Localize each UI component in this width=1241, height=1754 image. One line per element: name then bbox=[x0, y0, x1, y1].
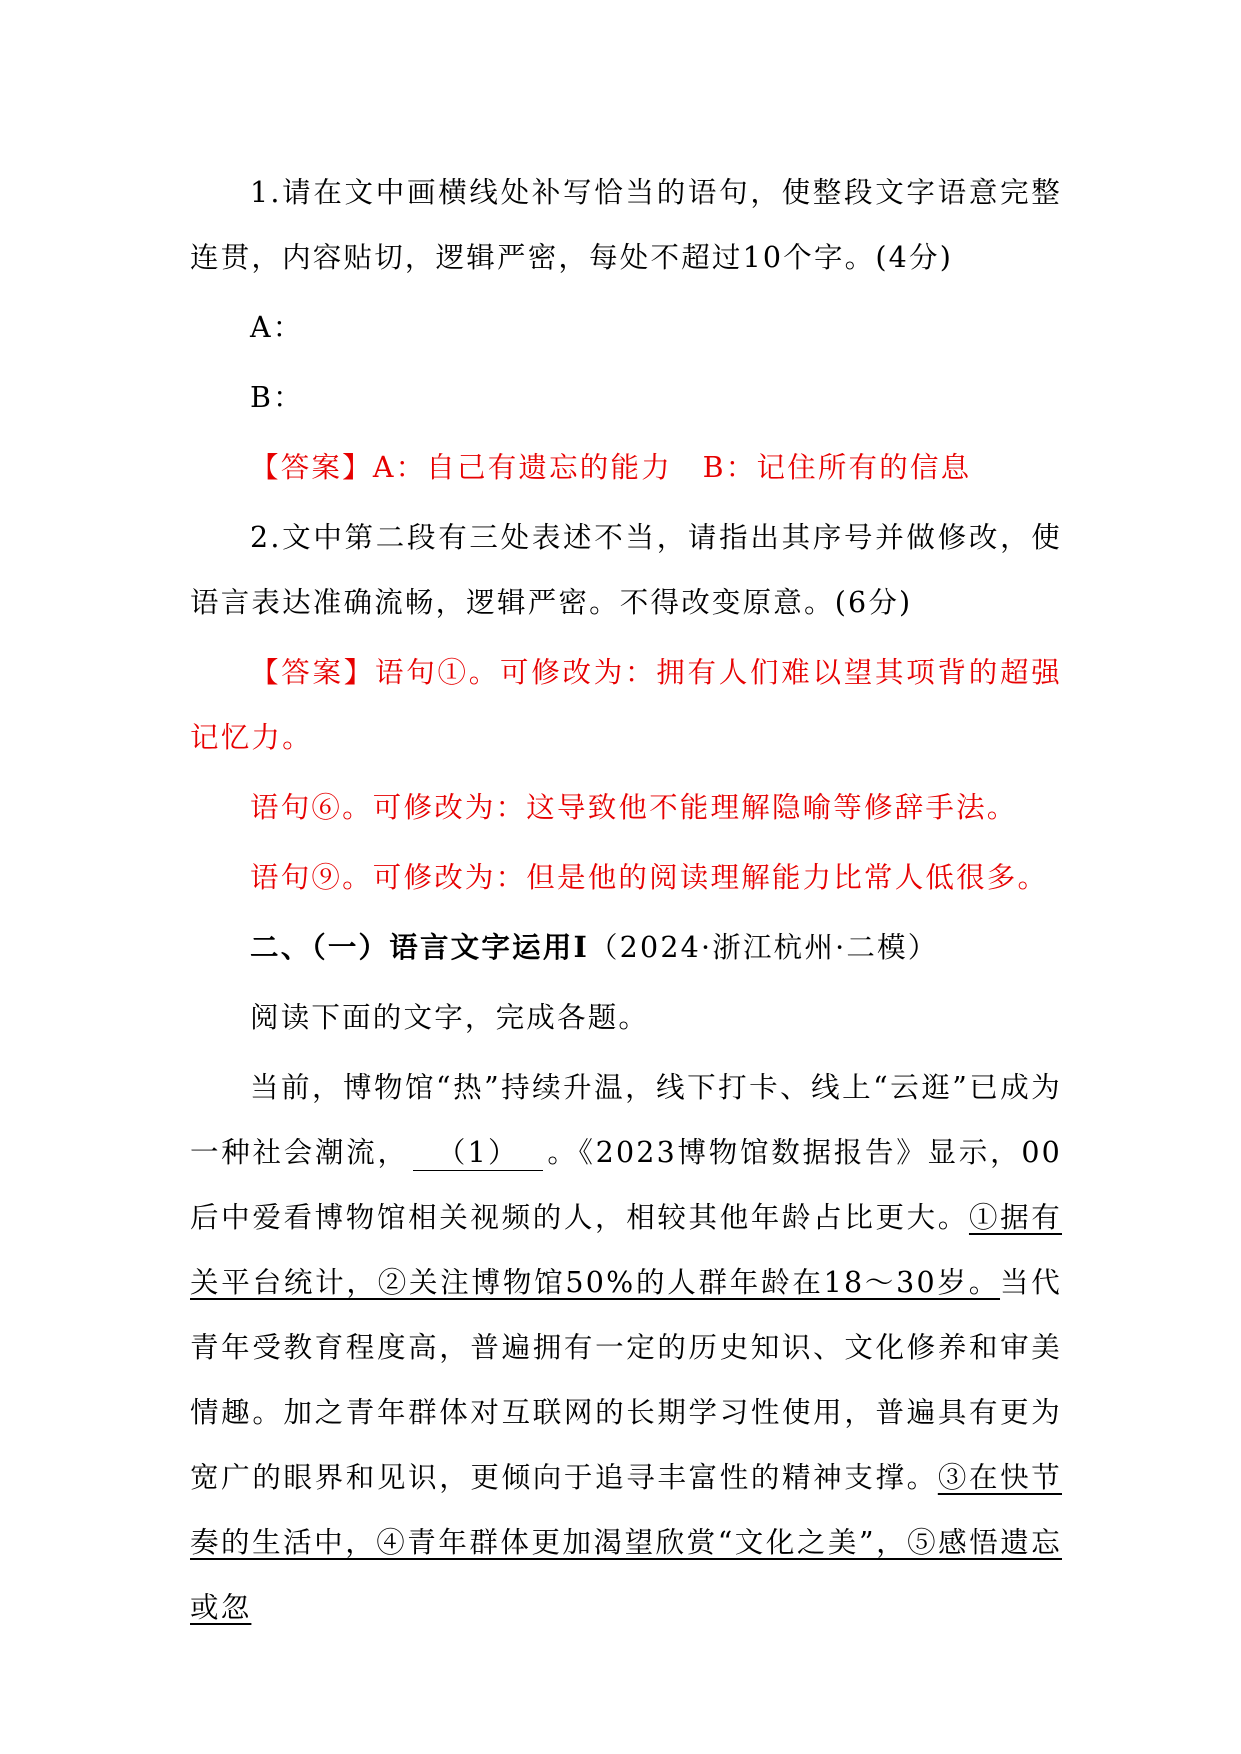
passage-underline-1: ①据有关平台统计，②关注博物馆50%的人群年龄在18～30岁。 bbox=[190, 1201, 1062, 1299]
answer-2-line-3: 语句⑨。可修改为：但是他的阅读理解能力比常人低很多。 bbox=[250, 861, 1049, 894]
section-title: 二、（一）语言文字运用Ⅰ bbox=[250, 930, 589, 964]
passage-part-2: 。《2023博物馆数据报告》显示，00后中爱看博物馆相关视频的人，相较其他年龄占比更大。 bbox=[190, 1136, 1062, 1234]
answer-1-text: A：自己有遗忘的能力 B：记住所有的信息 bbox=[372, 451, 972, 484]
document-body bbox=[190, 160, 1062, 1640]
answer-2-line-1-text: 语句①。可修改为：拥有人们难以望其项背的超强记忆力。 bbox=[190, 656, 1062, 754]
blank-b-label: B： bbox=[250, 381, 304, 414]
section-instruction: 阅读下面的文字，完成各题。 bbox=[250, 1001, 650, 1034]
question-1: 1.请在文中画横线处补写恰当的语句，使整段文字语意完整连贯，内容贴切，逻辑严密，每处不超过10个字。(4分) bbox=[190, 176, 1062, 274]
section-source: （2024·浙江杭州·二模） bbox=[588, 931, 939, 964]
reading-passage bbox=[190, 1055, 1062, 1640]
passage-part-3: 当代青年受教育程度高，普遍拥有一定的历史知识、文化修养和审美情趣。加之青年群体对互联网的长期学习性使用，普遍具有更为宽广的眼界和见识，更倾向于追寻丰富性的精神支撑。 bbox=[190, 1266, 1063, 1494]
passage-blank-1: （1） bbox=[413, 1136, 543, 1171]
answer-tag: 【答案】 bbox=[250, 451, 373, 484]
passage-part-1: 当前，博物馆“热”持续升温，线下打卡、线上“云逛”已成为一种社会潮流， bbox=[190, 1071, 1062, 1169]
answer-tag: 【答案】 bbox=[250, 656, 376, 689]
blank-a-label: A： bbox=[250, 311, 304, 344]
section-heading bbox=[190, 915, 1062, 980]
answer-2-line-2: 语句⑥。可修改为：这导致他不能理解隐喻等修辞手法。 bbox=[250, 791, 1018, 824]
question-2: 2.文中第二段有三处表述不当，请指出其序号并做修改，使语言表达准确流畅，逻辑严密。不得改变原意。(6分) bbox=[190, 521, 1062, 619]
answer-1 bbox=[190, 435, 1062, 500]
passage-underline-2: ③在快节奏的生活中，④青年群体更加渴望欣赏“文化之美”，⑤感悟遗忘或忽 bbox=[190, 1461, 1062, 1624]
answer-2-line-1 bbox=[190, 640, 1062, 770]
